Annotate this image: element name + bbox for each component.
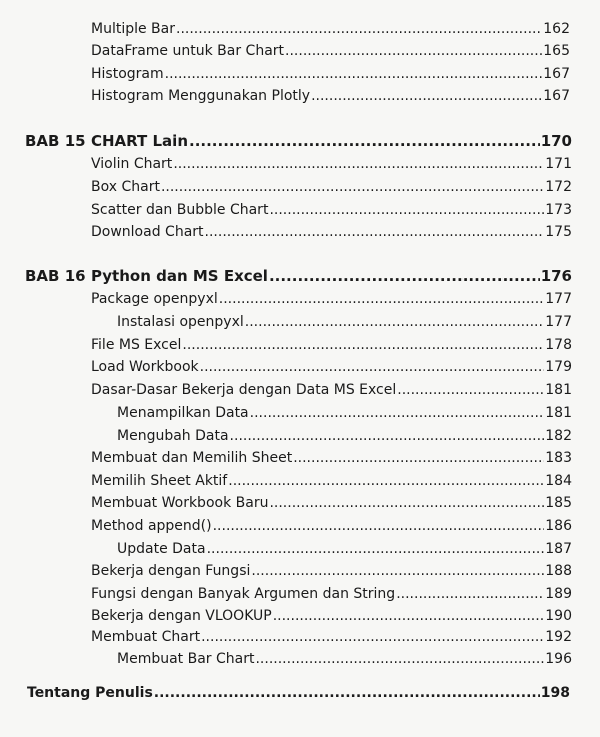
dot-leader: [285, 42, 542, 60]
author-entry: [27, 684, 570, 702]
entry-page: 177: [545, 291, 572, 307]
entry-page: 181: [545, 405, 572, 421]
entry-title: Menampilkan Data: [117, 405, 249, 421]
entry-page: 188: [545, 563, 572, 579]
toc-entry: [91, 65, 570, 83]
toc-entry: [91, 178, 572, 196]
toc-entry: [91, 628, 572, 646]
dot-leader: [205, 223, 545, 241]
entry-title: Membuat Bar Chart: [117, 651, 255, 667]
entry-title: Mengubah Data: [117, 428, 229, 444]
dot-leader: [293, 449, 544, 467]
toc-entry: [91, 381, 572, 399]
entry-title: Instalasi openpyxl: [117, 314, 244, 330]
toc-entry: [91, 336, 572, 354]
dot-leader: [201, 628, 544, 646]
chapter-number: BAB 15: [25, 132, 86, 150]
author-page: 198: [540, 685, 570, 701]
entry-title: Download Chart: [91, 224, 204, 240]
toc-subentry: [117, 427, 572, 445]
dot-leader: [269, 267, 540, 285]
dot-leader: [165, 65, 543, 83]
entry-page: 173: [545, 202, 572, 218]
toc-entry: [91, 290, 572, 308]
dot-leader: [255, 650, 544, 668]
entry-title: Package openpyxl: [91, 291, 218, 307]
toc-entry: [91, 223, 572, 241]
entry-page: 171: [545, 156, 572, 172]
entry-title: DataFrame untuk Bar Chart: [91, 43, 285, 59]
entry-page: 186: [545, 518, 572, 534]
dot-leader: [200, 358, 545, 376]
toc-subentry: [117, 540, 572, 558]
chapter-heading: [25, 132, 572, 150]
entry-title: File MS Excel: [91, 337, 182, 353]
entry-title: Box Chart: [91, 179, 160, 195]
toc-entry: [91, 585, 572, 603]
dot-leader: [213, 517, 545, 535]
dot-leader: [173, 155, 544, 173]
entry-page: 179: [545, 359, 572, 375]
entry-page: 185: [545, 495, 572, 511]
entry-page: 187: [545, 541, 572, 557]
entry-page: 182: [545, 428, 572, 444]
entry-title: Method append(): [91, 518, 212, 534]
entry-title: Multiple Bar: [91, 21, 175, 37]
toc-entry: [91, 201, 572, 219]
dot-leader: [228, 472, 544, 490]
dot-leader: [176, 20, 542, 38]
entry-page: 175: [545, 224, 572, 240]
entry-page: 178: [545, 337, 572, 353]
entry-page: 167: [543, 88, 570, 104]
toc-entry: [91, 494, 572, 512]
entry-page: 192: [545, 629, 572, 645]
entry-page: 177: [545, 314, 572, 330]
author-title: Tentang Penulis: [27, 685, 153, 701]
entry-title: Memilih Sheet Aktif: [91, 473, 228, 489]
dot-leader: [182, 336, 544, 354]
entry-page: 189: [545, 586, 572, 602]
dot-leader: [251, 562, 544, 580]
toc-entry: [91, 87, 570, 105]
dot-leader: [189, 132, 540, 150]
dot-leader: [397, 381, 544, 399]
toc-entry: [91, 155, 572, 173]
entry-title: Bekerja dengan VLOOKUP: [91, 608, 272, 624]
chapter-page: 176: [540, 267, 572, 285]
toc-entry: [91, 607, 572, 625]
entry-title: Histogram Menggunakan Plotly: [91, 88, 311, 104]
dot-leader: [250, 404, 545, 422]
entry-title: Membuat Workbook Baru: [91, 495, 269, 511]
entry-title: Load Workbook: [91, 359, 199, 375]
entry-page: 190: [545, 608, 572, 624]
toc-subentry: [117, 650, 572, 668]
entry-page: 181: [545, 382, 572, 398]
entry-page: 167: [543, 66, 570, 82]
toc-entry: [91, 42, 570, 60]
dot-leader: [154, 684, 540, 702]
toc-entry: [91, 449, 572, 467]
dot-leader: [269, 494, 544, 512]
chapter-title: CHART Lain: [91, 132, 189, 150]
toc-entry: [91, 472, 572, 490]
dot-leader: [161, 178, 544, 196]
dot-leader: [311, 87, 542, 105]
dot-leader: [273, 607, 545, 625]
chapter-page: 170: [540, 132, 572, 150]
entry-title: Violin Chart: [91, 156, 173, 172]
chapter-heading: [25, 267, 572, 285]
entry-title: Bekerja dengan Fungsi: [91, 563, 251, 579]
toc-subentry: [117, 313, 572, 331]
entry-page: 162: [543, 21, 570, 37]
chapter-number: BAB 16: [25, 267, 86, 285]
dot-leader: [269, 201, 544, 219]
entry-page: 183: [545, 450, 572, 466]
dot-leader: [207, 540, 545, 558]
entry-page: 172: [545, 179, 572, 195]
entry-title: Dasar-Dasar Bekerja dengan Data MS Excel: [91, 382, 397, 398]
entry-title: Scatter dan Bubble Chart: [91, 202, 269, 218]
entry-title: Histogram: [91, 66, 164, 82]
toc-entry: [91, 358, 572, 376]
entry-title: Membuat Chart: [91, 629, 201, 645]
dot-leader: [230, 427, 545, 445]
dot-leader: [219, 290, 545, 308]
dot-leader: [396, 585, 544, 603]
entry-page: 184: [545, 473, 572, 489]
entry-page: 165: [543, 43, 570, 59]
toc-subentry: [117, 404, 572, 422]
entry-title: Membuat dan Memilih Sheet: [91, 450, 293, 466]
entry-title: Fungsi dengan Banyak Argumen dan String: [91, 586, 396, 602]
toc-entry: [91, 20, 570, 38]
entry-title: Update Data: [117, 541, 206, 557]
entry-page: 196: [545, 651, 572, 667]
toc-entry: [91, 517, 572, 535]
toc-entry: [91, 562, 572, 580]
chapter-title: Python dan MS Excel: [91, 267, 268, 285]
dot-leader: [245, 313, 545, 331]
